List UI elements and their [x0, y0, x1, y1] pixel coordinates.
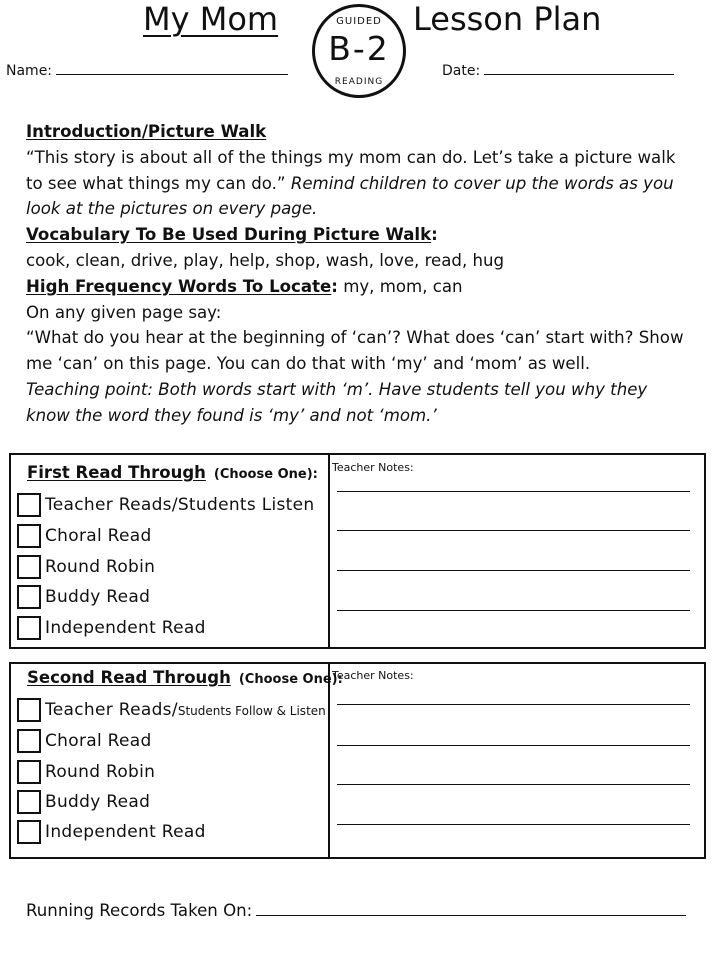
running-records-label: Running Records Taken On: — [26, 901, 253, 920]
vocabulary-heading: Vocabulary To Be Used During Picture Walk — [26, 225, 432, 245]
name-label: Name: — [6, 63, 53, 79]
second-read-option[interactable] — [17, 759, 155, 785]
name-blank-line[interactable] — [56, 73, 288, 75]
note-line[interactable] — [337, 704, 690, 705]
option-label: Buddy Read — [45, 792, 151, 812]
second-read-option[interactable] — [17, 789, 150, 815]
badge-level-code: B-2 — [328, 29, 390, 68]
note-line[interactable] — [337, 610, 690, 611]
teaching-point: Teaching point: Both words start with ‘m’. Have students tell you why they know the word they found is ‘my’ and not ‘mom.’ — [26, 379, 648, 425]
page-title-right: Lesson Plan — [413, 0, 602, 38]
first-read-option[interactable] — [17, 554, 155, 580]
option-label: Teacher Reads/Students Listen — [45, 495, 315, 515]
checkbox[interactable] — [17, 760, 41, 784]
intro-quote: “This story is about all of the things my mom can do. Let’s take a picture walk to see what things my can do.” — [26, 147, 676, 193]
note-line[interactable] — [337, 745, 690, 746]
prompt-lead: On any given page say: — [26, 302, 222, 322]
option-label: Round Robin — [45, 762, 156, 782]
intro-heading: Introduction/Picture Walk — [26, 122, 267, 141]
first-read-option[interactable] — [17, 523, 152, 549]
option-label: Choral Read — [45, 731, 152, 751]
note-line[interactable] — [337, 824, 690, 825]
second-read-option[interactable] — [17, 697, 326, 723]
first-read-title-text: First Read Through — [27, 463, 206, 482]
running-records-field[interactable] — [26, 901, 686, 920]
first-read-notes-label: Teacher Notes: — [332, 461, 414, 474]
high-frequency-words: my, mom, can — [343, 276, 463, 296]
first-read-choose: (Choose One): — [213, 467, 318, 482]
prompt-quote: “What do you hear at the beginning of ‘can’? What does ‘can’ start with? Show me ‘can’ on this page. You can do that with ‘my’ and ‘mom’ as well. — [26, 328, 684, 374]
checkbox[interactable] — [17, 585, 41, 609]
first-read-divider — [328, 455, 330, 647]
lesson-body — [26, 119, 686, 429]
note-line[interactable] — [337, 491, 690, 492]
intro-instruction: Remind children to cover up the words as you look at the pictures on every page. — [26, 173, 674, 219]
note-line[interactable] — [337, 530, 690, 531]
high-frequency-heading: High Frequency Words To Locate — [26, 276, 332, 296]
second-read-option[interactable] — [17, 819, 206, 845]
second-read-choose: (Choose One): — [238, 672, 343, 687]
vocabulary-words: cook, clean, drive, play, help, shop, wash, love, read, hug — [26, 250, 505, 270]
option-label: Independent Read — [45, 822, 206, 842]
badge-top-text: GUIDED — [336, 16, 382, 27]
second-read-box — [9, 662, 706, 859]
second-read-divider — [328, 664, 330, 857]
option-label-small: Students Follow & Listen — [177, 704, 326, 718]
second-read-option[interactable] — [17, 728, 152, 754]
first-read-title — [27, 463, 318, 482]
first-read-option[interactable] — [17, 615, 206, 641]
date-field[interactable] — [442, 63, 674, 79]
checkbox[interactable] — [17, 524, 41, 548]
checkbox[interactable] — [17, 790, 41, 814]
running-records-line[interactable] — [256, 914, 686, 916]
option-label-main: Teacher Reads/ — [45, 700, 178, 720]
date-label: Date: — [442, 63, 481, 79]
option-label — [45, 700, 326, 720]
name-field[interactable] — [6, 63, 288, 79]
option-label: Buddy Read — [45, 587, 151, 607]
first-read-box — [9, 453, 706, 649]
high-frequency-colon: : — [331, 276, 338, 296]
option-label: Choral Read — [45, 526, 152, 546]
guided-reading-badge — [312, 4, 406, 98]
checkbox[interactable] — [17, 555, 41, 579]
option-label: Independent Read — [45, 618, 206, 638]
option-label: Round Robin — [45, 557, 156, 577]
second-read-title-text: Second Read Through — [27, 668, 231, 687]
note-line[interactable] — [337, 784, 690, 785]
checkbox[interactable] — [17, 729, 41, 753]
date-blank-line[interactable] — [484, 73, 674, 75]
first-read-option[interactable] — [17, 492, 314, 518]
second-read-title — [27, 668, 343, 687]
first-read-option[interactable] — [17, 584, 150, 610]
checkbox[interactable] — [17, 820, 41, 844]
vocabulary-colon: : — [431, 225, 438, 245]
second-read-notes-label: Teacher Notes: — [332, 669, 414, 682]
checkbox[interactable] — [17, 616, 41, 640]
checkbox[interactable] — [17, 493, 41, 517]
intro-paragraph — [26, 145, 686, 222]
note-line[interactable] — [337, 570, 690, 571]
checkbox[interactable] — [17, 698, 41, 722]
badge-bottom-text: READING — [334, 77, 384, 87]
page-title-left: My Mom — [143, 0, 279, 38]
